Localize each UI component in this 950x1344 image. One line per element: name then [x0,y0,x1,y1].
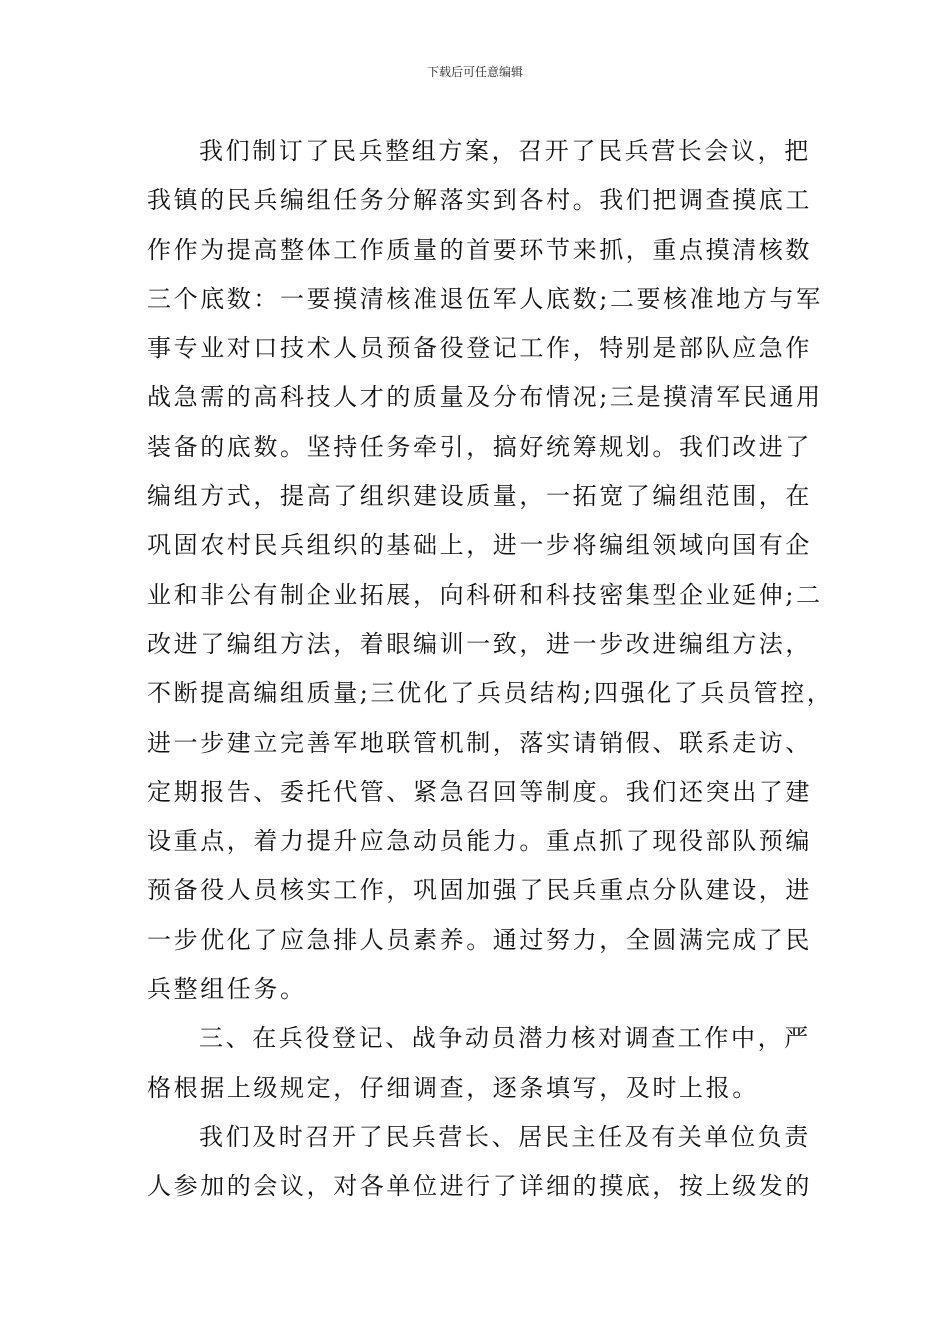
text-line: 事专业对口技术人员预备役登记工作，特别是部队应急作 [147,334,812,363]
text-line: 巩固农村民兵组织的基础上，进一步将编组领域向国有企 [147,531,812,560]
text-line: 进一步建立完善军地联管机制，落实请销假、联系走访、 [147,728,812,757]
text-line: 三个底数：一要摸清核准退伍军人底数;二要核准地方与军 [147,284,823,313]
text-line: 我们制订了民兵整组方案，召开了民兵营长会议，把 [199,137,811,165]
text-line: 设重点，着力提升应急动员能力。重点抓了现役部队预编 [147,827,812,856]
paragraph-2 [147,1014,811,1113]
paragraph-3 [147,1113,812,1212]
document-body [147,127,834,1212]
text-line: 格根据上级规定，仔细调查，逐条填写，及时上报。 [147,1073,759,1102]
text-line: 一步优化了应急排人员素养。通过努力，全圆满完成了民 [147,925,812,954]
text-line: 兵整组任务。 [147,975,307,1004]
text-line: 预备役人员核实工作，巩固加强了民兵重点分队建设，进 [147,876,812,905]
text-line: 我镇的民兵编组任务分解落实到各村。我们把调查摸底工 [147,186,812,215]
paragraph-1 [147,127,834,1014]
text-line: 我们及时召开了民兵营长、居民主任及有关单位负责 [199,1122,811,1151]
text-line: 战急需的高科技人才的质量及分布情况;三是摸清军民通用 [147,383,823,412]
text-line: 不断提高编组质量;三优化了兵员结构;四强化了兵员管控， [147,679,834,708]
text-line: 作作为提高整体工作质量的首要环节来抓，重点摸清核数 [147,235,812,264]
text-line: 编组方式，提高了组织建设质量，一拓宽了编组范围，在 [147,482,812,511]
text-line: 三、在兵役登记、战争动员潜力核对调查工作中，严 [199,1024,811,1053]
text-line: 改进了编组方法，着眼编训一致，进一步改进编组方法， [147,629,812,658]
text-line: 业和非公有制企业拓展，向科研和科技密集型企业延伸;二 [147,580,823,609]
page-header: 下载后可任意编辑 [426,65,523,79]
text-line: 人参加的会议，对各单位进行了详细的摸底，按上级发的 [147,1172,812,1201]
text-line: 装备的底数。坚持任务牵引，搞好统筹规划。我们改进了 [147,432,812,461]
text-line: 定期报告、委托代管、紧急召回等制度。我们还突出了建 [147,777,812,806]
